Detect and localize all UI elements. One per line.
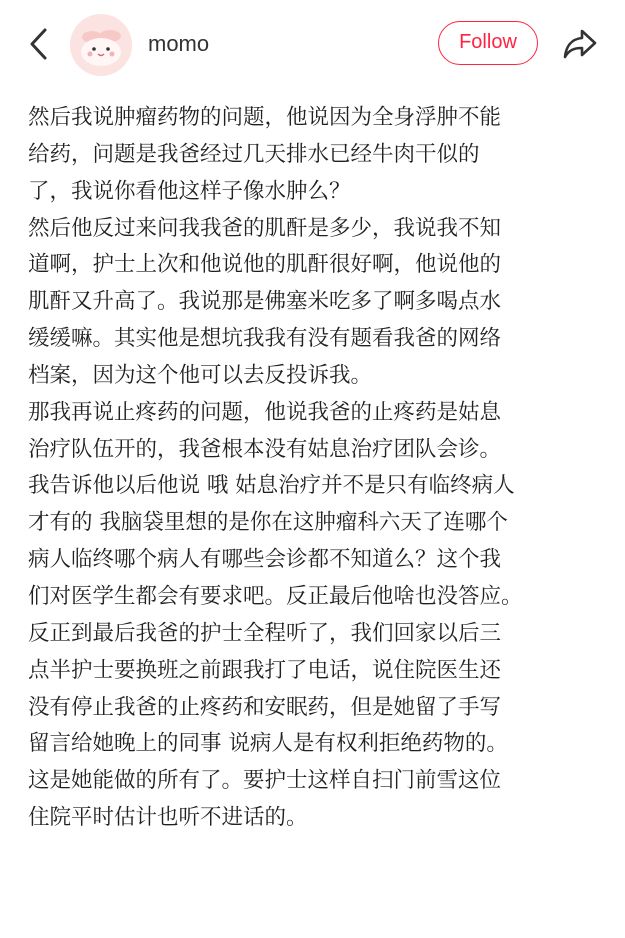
post-text-line: 反正到最后我爸的护士全程听了，我们回家以后三 (28, 620, 502, 646)
back-button[interactable] (22, 24, 56, 64)
post-text-line: 我告诉他以后他说 哦 姑息治疗并不是只有临终病人 (28, 473, 515, 499)
share-arrow-icon (562, 28, 598, 60)
post-text-line: 留言给她晚上的同事 说病人是有权利拒绝药物的。 (28, 731, 508, 757)
avatar-illustration (70, 14, 132, 76)
post-text-line: 档案，因为这个他可以去反投诉我。 (28, 362, 373, 388)
username[interactable]: momo (148, 31, 210, 56)
post-text-line: 然后我说肿瘤药物的问题，他说因为全身浮肿不能 (28, 105, 502, 130)
post-text-line: 那我再说止疼药的问题，他说我爸的止疼药是姑息 (28, 399, 502, 425)
post-text-line: 点半护士要换班之前跟我打了电话，说住院医生还 (28, 657, 502, 683)
share-button[interactable] (560, 26, 600, 62)
top-bar (0, 0, 625, 90)
post-text-line: 治疗队伍开的，我爸根本没有姑息治疗团队会诊。 (28, 436, 502, 462)
chevron-left-icon (27, 26, 51, 62)
post-text-line: 病人临终哪个病人有哪些会诊都不知道么？这个我 (28, 547, 502, 573)
follow-button[interactable]: Follow (438, 21, 538, 65)
post-text-line: 这是她能做的所有了。要护士这样自扫门前雪这位 (28, 768, 502, 794)
post-text-line: 才有的 我脑袋里想的是你在这肿瘤科六天了连哪个 (28, 510, 508, 536)
post-text-line: 们对医学生都会有要求吧。反正最后他啥也没答应。 (28, 583, 523, 609)
post-body (28, 100, 608, 837)
post-text-line: 然后他反过来问我我爸的肌酐是多少，我说我不知 (28, 215, 502, 241)
post-text-line: 肌酐又升高了。我说那是佛塞米吃多了啊多喝点水 (28, 289, 502, 315)
post-text-line: 给药，问题是我爸经过几天排水已经牛肉干似的 (28, 141, 480, 167)
post-text-line: 缓缓嘛。其实他是想坑我我有没有题看我爸的网络 (28, 326, 502, 352)
post-text-line: 道啊，护士上次和他说他的肌酐很好啊，他说他的 (28, 252, 502, 278)
avatar[interactable] (70, 14, 132, 76)
post-text-line: 了，我说你看他这样子像水肿么？ (28, 178, 351, 204)
post-text-line: 住院平时估计也听不进话的。 (28, 805, 308, 831)
post-text-line: 没有停止我爸的止疼药和安眠药，但是她留了手写 (28, 694, 502, 720)
